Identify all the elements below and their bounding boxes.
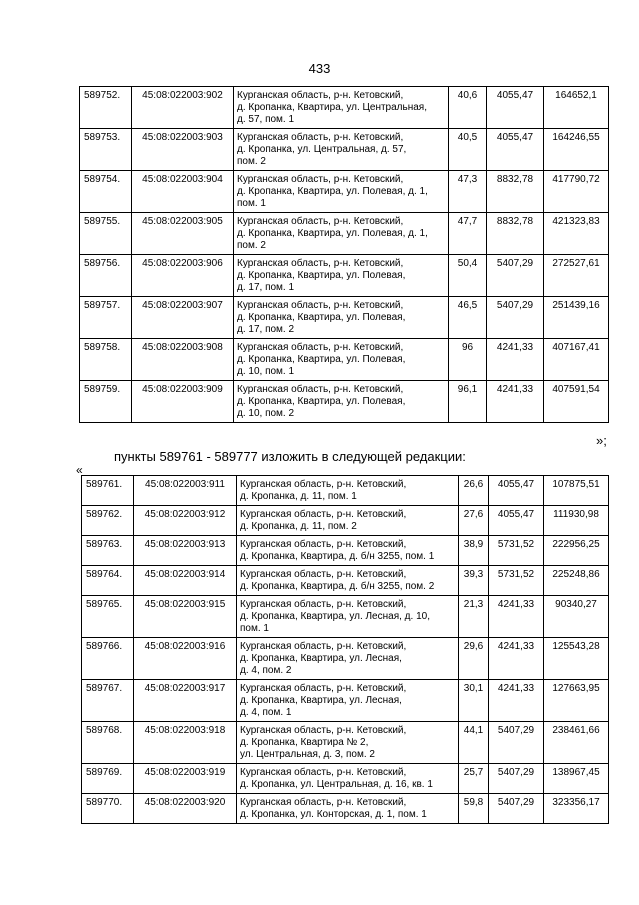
cadastral-cost-cell: 90340,27 xyxy=(544,596,609,638)
area-cell: 29,6 xyxy=(459,638,489,680)
address-line: ул. Центральная, д. 3, пом. 2 xyxy=(240,749,375,760)
cadastral-cost-cell: 272527,61 xyxy=(544,255,609,297)
address-cell xyxy=(234,87,449,129)
cadastral-number-cell: 45:08:022003:904 xyxy=(132,171,234,213)
address-line: д. 17, пом. 2 xyxy=(237,324,295,335)
address-line: Курганская область, р-н. Кетовский, xyxy=(240,767,407,778)
area-cell: 59,8 xyxy=(459,794,489,824)
address-line: д. 10, пом. 1 xyxy=(237,366,295,377)
cadastral-cost-cell: 238461,66 xyxy=(544,722,609,764)
table-row xyxy=(80,339,609,381)
table-row xyxy=(80,381,609,423)
table-row xyxy=(82,596,609,638)
address-line: пом. 1 xyxy=(240,623,269,634)
address-line: д. Кропанка, ул. Центральная, д. 16, кв. 1 xyxy=(240,779,433,790)
cadastral-cost-cell: 164246,55 xyxy=(544,129,609,171)
cadastral-cost-cell: 407591,54 xyxy=(544,381,609,423)
cadastral-cost-cell: 125543,28 xyxy=(544,638,609,680)
cadastral-number-cell: 45:08:022003:914 xyxy=(134,566,237,596)
address-line: пом. 1 xyxy=(237,198,266,209)
row-number-cell: 589758. xyxy=(80,339,132,381)
cadastral-number-cell: 45:08:022003:906 xyxy=(132,255,234,297)
address-line: Курганская область, р-н. Кетовский, xyxy=(237,174,404,185)
address-line: Курганская область, р-н. Кетовский, xyxy=(240,683,407,694)
address-line: д. Кропанка, ул. Конторская, д. 1, пом. 1 xyxy=(240,809,427,820)
table-row xyxy=(80,87,609,129)
opening-quote-mark: « xyxy=(76,463,83,477)
table-row xyxy=(82,566,609,596)
table-row xyxy=(82,794,609,824)
address-line: Курганская область, р-н. Кетовский, xyxy=(237,216,404,227)
rate-cell: 8832,78 xyxy=(487,171,544,213)
cadastral-cost-cell: 107875,51 xyxy=(544,476,609,506)
page-number: 433 xyxy=(308,61,331,76)
cadastral-cost-cell: 164652,1 xyxy=(544,87,609,129)
row-number-cell: 589769. xyxy=(82,764,134,794)
address-line: д. Кропанка, Квартира № 2, xyxy=(240,737,369,748)
cadastral-number-cell: 45:08:022003:903 xyxy=(132,129,234,171)
rate-cell: 5407,29 xyxy=(489,794,544,824)
address-line: д. Кропанка, Квартира, ул. Полевая, д. 1, xyxy=(237,186,428,197)
cadastral-number-cell: 45:08:022003:905 xyxy=(132,213,234,255)
address-line: д. 17, пом. 1 xyxy=(237,282,295,293)
cadastral-number-cell: 45:08:022003:908 xyxy=(132,339,234,381)
address-line: д. Кропанка, Квартира, ул. Полевая, д. 1, xyxy=(237,228,428,239)
address-line: Курганская область, р-н. Кетовский, xyxy=(240,797,407,808)
address-line: д. Кропанка, д. 11, пом. 2 xyxy=(240,521,357,532)
cadastral-number-cell: 45:08:022003:912 xyxy=(134,506,237,536)
cadastral-cost-cell: 222956,25 xyxy=(544,536,609,566)
row-number-cell: 589755. xyxy=(80,213,132,255)
area-cell: 96 xyxy=(449,339,487,381)
address-cell xyxy=(234,339,449,381)
table-row xyxy=(80,255,609,297)
address-line: Курганская область, р-н. Кетовский, xyxy=(237,342,404,353)
row-number-cell: 589770. xyxy=(82,794,134,824)
address-line: д. Кропанка, Квартира, ул. Центральная, xyxy=(237,102,428,113)
address-cell xyxy=(234,129,449,171)
rate-cell: 4055,47 xyxy=(489,476,544,506)
rate-cell: 4055,47 xyxy=(487,129,544,171)
cadastral-cost-cell: 417790,72 xyxy=(544,171,609,213)
table-row xyxy=(80,129,609,171)
table-row xyxy=(82,638,609,680)
table-row xyxy=(82,536,609,566)
cadastral-number-cell: 45:08:022003:913 xyxy=(134,536,237,566)
address-line: д. 4, пом. 1 xyxy=(240,707,292,718)
address-cell xyxy=(234,255,449,297)
area-cell: 27,6 xyxy=(459,506,489,536)
address-cell xyxy=(234,213,449,255)
address-line: Курганская область, р-н. Кетовский, xyxy=(237,384,404,395)
address-line: д. Кропанка, Квартира, д. б/н 3255, пом. 1 xyxy=(240,551,435,562)
cadastral-cost-cell: 407167,41 xyxy=(544,339,609,381)
row-number-cell: 589766. xyxy=(82,638,134,680)
rate-cell: 5407,29 xyxy=(489,722,544,764)
cadastral-number-cell: 45:08:022003:902 xyxy=(132,87,234,129)
address-cell xyxy=(237,764,459,794)
cadastral-cost-cell: 225248,86 xyxy=(544,566,609,596)
address-line: Курганская область, р-н. Кетовский, xyxy=(240,479,407,490)
cadastral-number-cell: 45:08:022003:917 xyxy=(134,680,237,722)
address-line: Курганская область, р-н. Кетовский, xyxy=(240,569,407,580)
cadastral-cost-cell: 251439,16 xyxy=(544,297,609,339)
area-cell: 47,7 xyxy=(449,213,487,255)
area-cell: 38,9 xyxy=(459,536,489,566)
address-line: Курганская область, р-н. Кетовский, xyxy=(240,725,407,736)
cadastral-number-cell: 45:08:022003:920 xyxy=(134,794,237,824)
address-cell xyxy=(237,596,459,638)
address-line: пом. 2 xyxy=(237,156,266,167)
row-number-cell: 589768. xyxy=(82,722,134,764)
cadastral-cost-cell: 138967,45 xyxy=(544,764,609,794)
amendment-instruction: пункты 589761 - 589777 изложить в следующей редакции: xyxy=(114,449,466,464)
rate-cell: 5407,29 xyxy=(487,255,544,297)
row-number-cell: 589752. xyxy=(80,87,132,129)
row-number-cell: 589761. xyxy=(82,476,134,506)
address-cell xyxy=(234,171,449,213)
area-cell: 40,6 xyxy=(449,87,487,129)
address-cell xyxy=(237,638,459,680)
table-row xyxy=(82,476,609,506)
cadastral-number-cell: 45:08:022003:916 xyxy=(134,638,237,680)
area-cell: 30,1 xyxy=(459,680,489,722)
address-line: д. Кропанка, Квартира, ул. Полевая, xyxy=(237,270,406,281)
row-number-cell: 589759. xyxy=(80,381,132,423)
address-cell xyxy=(237,536,459,566)
address-line: Курганская область, р-н. Кетовский, xyxy=(240,539,407,550)
address-cell xyxy=(237,722,459,764)
rate-cell: 4055,47 xyxy=(487,87,544,129)
address-cell xyxy=(237,476,459,506)
rate-cell: 8832,78 xyxy=(487,213,544,255)
rate-cell: 4241,33 xyxy=(489,638,544,680)
address-line: д. Кропанка, д. 11, пом. 1 xyxy=(240,491,357,502)
area-cell: 47,3 xyxy=(449,171,487,213)
rate-cell: 5731,52 xyxy=(489,536,544,566)
address-line: д. Кропанка, Квартира, ул. Полевая, xyxy=(237,312,406,323)
area-cell: 50,4 xyxy=(449,255,487,297)
rate-cell: 4241,33 xyxy=(489,680,544,722)
registry-table-2 xyxy=(81,475,609,824)
address-cell xyxy=(234,297,449,339)
closing-quote-mark: »; xyxy=(596,433,607,448)
table-row xyxy=(80,297,609,339)
cadastral-number-cell: 45:08:022003:907 xyxy=(132,297,234,339)
table-row xyxy=(82,506,609,536)
cadastral-number-cell: 45:08:022003:915 xyxy=(134,596,237,638)
area-cell: 46,5 xyxy=(449,297,487,339)
rate-cell: 5407,29 xyxy=(489,764,544,794)
cadastral-cost-cell: 127663,95 xyxy=(544,680,609,722)
cadastral-number-cell: 45:08:022003:911 xyxy=(134,476,237,506)
address-line: д. Кропанка, Квартира, ул. Полевая, xyxy=(237,354,406,365)
address-cell xyxy=(237,566,459,596)
cadastral-number-cell: 45:08:022003:919 xyxy=(134,764,237,794)
address-line: Курганская область, р-н. Кетовский, xyxy=(237,258,404,269)
table-row xyxy=(80,171,609,213)
row-number-cell: 589753. xyxy=(80,129,132,171)
area-cell: 21,3 xyxy=(459,596,489,638)
rate-cell: 5407,29 xyxy=(487,297,544,339)
area-cell: 25,7 xyxy=(459,764,489,794)
rate-cell: 5731,52 xyxy=(489,566,544,596)
cadastral-cost-cell: 111930,98 xyxy=(544,506,609,536)
address-cell xyxy=(237,680,459,722)
row-number-cell: 589757. xyxy=(80,297,132,339)
table-row xyxy=(80,213,609,255)
table-row xyxy=(82,722,609,764)
address-line: д. 57, пом. 1 xyxy=(237,114,295,125)
cadastral-number-cell: 45:08:022003:918 xyxy=(134,722,237,764)
row-number-cell: 589754. xyxy=(80,171,132,213)
address-line: д. Кропанка, Квартира, ул. Лесная, xyxy=(240,695,402,706)
row-number-cell: 589765. xyxy=(82,596,134,638)
area-cell: 26,6 xyxy=(459,476,489,506)
row-number-cell: 589764. xyxy=(82,566,134,596)
address-line: д. Кропанка, Квартира, ул. Лесная, д. 10, xyxy=(240,611,430,622)
area-cell: 40,5 xyxy=(449,129,487,171)
address-cell xyxy=(234,381,449,423)
rate-cell: 4241,33 xyxy=(489,596,544,638)
address-line: д. Кропанка, ул. Центральная, д. 57, xyxy=(237,144,407,155)
cadastral-cost-cell: 323356,17 xyxy=(544,794,609,824)
address-line: Курганская область, р-н. Кетовский, xyxy=(240,641,407,652)
address-line: д. Кропанка, Квартира, ул. Лесная, xyxy=(240,653,402,664)
row-number-cell: 589762. xyxy=(82,506,134,536)
area-cell: 39,3 xyxy=(459,566,489,596)
address-cell xyxy=(237,794,459,824)
address-line: Курганская область, р-н. Кетовский, xyxy=(240,509,407,520)
cadastral-number-cell: 45:08:022003:909 xyxy=(132,381,234,423)
address-line: Курганская область, р-н. Кетовский, xyxy=(237,90,404,101)
row-number-cell: 589763. xyxy=(82,536,134,566)
row-number-cell: 589756. xyxy=(80,255,132,297)
table-row xyxy=(82,764,609,794)
address-line: Курганская область, р-н. Кетовский, xyxy=(237,132,404,143)
cadastral-cost-cell: 421323,83 xyxy=(544,213,609,255)
address-line: д. Кропанка, Квартира, ул. Полевая, xyxy=(237,396,406,407)
area-cell: 96,1 xyxy=(449,381,487,423)
address-line: Курганская область, р-н. Кетовский, xyxy=(237,300,404,311)
row-number-cell: 589767. xyxy=(82,680,134,722)
address-line: Курганская область, р-н. Кетовский, xyxy=(240,599,407,610)
address-line: пом. 2 xyxy=(237,240,266,251)
area-cell: 44,1 xyxy=(459,722,489,764)
address-line: д. 10, пом. 2 xyxy=(237,408,295,419)
address-line: д. 4, пом. 2 xyxy=(240,665,292,676)
rate-cell: 4241,33 xyxy=(487,381,544,423)
registry-table-1 xyxy=(79,86,609,423)
table-row xyxy=(82,680,609,722)
rate-cell: 4241,33 xyxy=(487,339,544,381)
address-cell xyxy=(237,506,459,536)
address-line: д. Кропанка, Квартира, д. б/н 3255, пом. 2 xyxy=(240,581,435,592)
rate-cell: 4055,47 xyxy=(489,506,544,536)
